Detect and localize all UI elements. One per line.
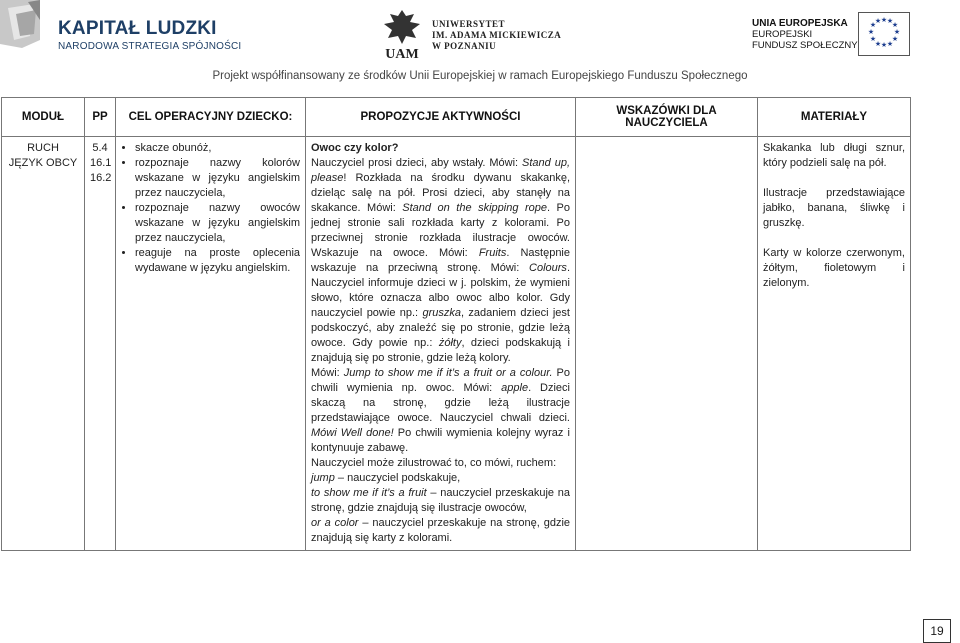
header-cel: CEL OPERACYJNY DZIECKO:: [116, 98, 306, 137]
cell-teacher-tips: [576, 137, 758, 551]
table-row: [2, 137, 911, 551]
activity-paragraph-5: to show me if it’s a fruit – nauczyciel przeskakuje na stronę, gdzie znajdują się ilustracje owoców,: [311, 487, 570, 514]
svg-text:★: ★: [869, 35, 877, 43]
svg-text:★: ★: [880, 41, 888, 49]
svg-text:★: ★: [869, 21, 877, 29]
table-header-row: [2, 98, 911, 137]
list-item: • reaguje na proste oplecenia wydawane w języku angielskim.: [135, 246, 300, 276]
activity-paragraph-2: Mówi: Jump to show me if it’s a fruit or a colour. Po chwili wymienia np. owoc. Mówi: apple. Dzieci skaczą na stronę, gdzie leżą ilustracje przedstawiające owoce. Nauczyciel chwali dzieci. Mówi Well done! Po chwili wymienia kolejny wyraz i kontynuuje zabawę.: [311, 367, 570, 454]
header-pp: PP: [85, 98, 116, 137]
lesson-plan-table: [1, 97, 911, 551]
kapital-ludzki-title: KAPITAŁ LUDZKI: [58, 18, 217, 39]
uam-line3: W POZNANIU: [432, 41, 497, 51]
header-propozycje: PROPOZYCJE AKTYWNOŚCI: [306, 98, 576, 137]
pp-line1: 5.4: [92, 142, 108, 154]
activity-paragraph-3: Nauczyciel może zilustrować to, co mówi, ruchem:: [311, 457, 557, 469]
eu-line3: FUNDUSZ SPOŁECZNY: [752, 40, 858, 51]
svg-text:★: ★: [867, 28, 875, 36]
svg-text:★: ★: [893, 28, 901, 36]
svg-text:★: ★: [880, 16, 888, 24]
goals-list: [121, 141, 300, 276]
uam-line1: UNIWERSYTET: [432, 19, 506, 29]
eu-line1: UNIA EUROPEJSKA: [752, 18, 848, 29]
kapital-ludzki-subtitle: NARODOWA STRATEGIA SPÓJNOŚCI: [58, 41, 242, 52]
cell-modul: [2, 137, 85, 551]
pp-line2: 16.1: [90, 157, 112, 169]
eu-line2: EUROPEJSKI: [752, 29, 813, 40]
cell-proposals: [306, 137, 576, 551]
uam-line2: IM. ADAMA MICKIEWICZA: [432, 30, 562, 40]
modul-line1: RUCH: [27, 142, 59, 154]
list-item: • skacze obunóż,: [135, 141, 300, 156]
header-wskazowki: WSKAZÓWKI DLA NAUCZYCIELA: [576, 98, 758, 137]
list-item: • rozpoznaje nazwy kolorów wskazane w języku angielskim przez nauczyciela,: [135, 156, 300, 201]
material-item: Skakanka lub długi sznur, który podzieli salę na pół.: [763, 142, 905, 169]
svg-text:★: ★: [886, 40, 894, 48]
header-materialy: MATERIAŁY: [758, 98, 911, 137]
eu-flag-icon: [858, 12, 910, 56]
uam-crest-icon: [380, 8, 424, 60]
cell-goals: [116, 137, 306, 551]
uam-abbrev: UAM: [385, 47, 419, 60]
cell-pp: [85, 137, 116, 551]
activity-paragraph-4: jump – nauczyciel podskakuje,: [311, 472, 461, 484]
material-item: Karty w kolorze czerwonym, żółtym, fioletowym i zielonym.: [763, 247, 905, 289]
project-cofinancing-line: Projekt współfinansowany ze środków Unii Europejskiej w ramach Europejskiego Funduszu Społecznego: [212, 70, 748, 82]
cell-materials: [758, 137, 911, 551]
activity-paragraph-6: or a color – nauczyciel przeskakuje na stronę, gdzie znajdują się karty z kolorami.: [311, 517, 571, 544]
list-item: • rozpoznaje nazwy owoców wskazane w języku angielskim przez nauczyciela,: [135, 201, 300, 246]
uam-name: [432, 19, 561, 52]
svg-text:★: ★: [886, 17, 894, 25]
kapital-ludzki-logo-icon: [0, 0, 52, 62]
page-number: 19: [923, 619, 951, 643]
eu-label: [752, 18, 858, 51]
pp-line3: 16.2: [90, 172, 112, 184]
activity-title: Owoc czy kolor?: [311, 142, 399, 154]
modul-line2: JĘZYK OBCY: [8, 157, 78, 169]
activity-paragraph-1: Nauczyciel prosi dzieci, aby wstały. Mówi: Stand up, please! Rozkłada na środku dywanu skakankę, dzieląc salę na pół. Prosi dzieci, aby stanęły na skakance. Mówi: Stand on the skipping rope. Po jednej stronie sali rozkłada karty z kolorami. Po przeciwnej stronie rozkłada ilustracje owoców. Wskazuje na owoce. Mówi: Fruits. Następnie wskazuje na przeciwną stronę. Mówi: Colours. Nauczyciel informuje dzieci w j. polskim, że wymieni słowo, które oznacza albo owoc albo kolor. Gdy nauczyciel powie np.: gruszka, zadaniem dzieci jest podskoczyć, aby znaleźć się po stronie, gdzie leżą owoce. Gdy powie np.: żółty, dzieci podskakują i znajdują się po stronie, gdzie leżą kolory.: [311, 157, 570, 364]
svg-text:★: ★: [891, 21, 899, 29]
material-item: Ilustracje przedstawiające jabłko, banana, śliwkę i gruszkę.: [763, 187, 905, 229]
svg-text:★: ★: [891, 35, 899, 43]
svg-text:★: ★: [874, 17, 882, 25]
page-header: [0, 0, 960, 92]
svg-text:★: ★: [874, 40, 882, 48]
header-modul: MODUŁ: [2, 98, 85, 137]
